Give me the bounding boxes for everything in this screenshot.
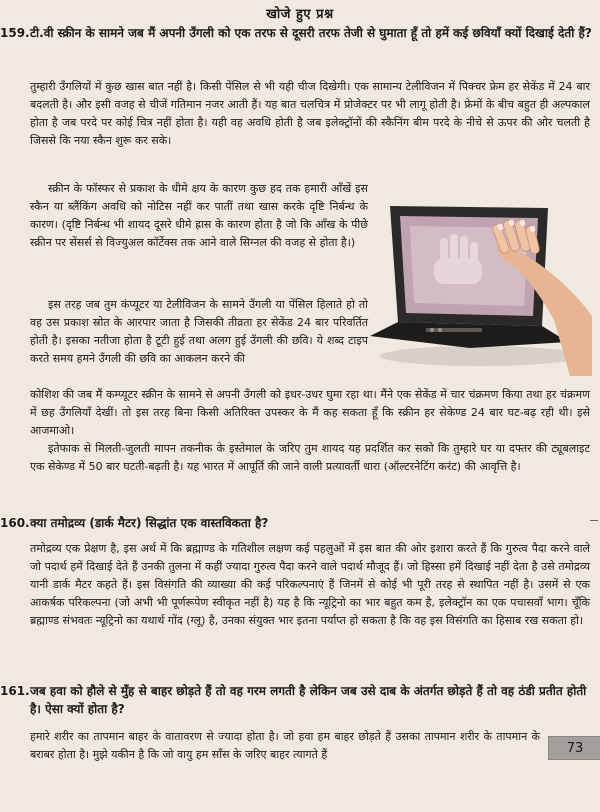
margin-mark	[590, 520, 598, 521]
page-header: खोजे हुए प्रश्न	[266, 7, 334, 22]
paragraph: हमारे शरीर का तापमान बाहर के वातावरण से ज्यादा होता है। जो हवा हम बाहर छोड़ते हैं उसका तापमान शरीर के तापमान के बराबर होता है। मुझे यकीन है कि जो वायु हम साँस के जरिए बाहर त्यागते हैं	[30, 730, 540, 761]
question-text: टी.वी स्क्रीन के सामने जब मैं अपनी उँगली को एक तरफ से दूसरी तरफ तेजी से घुमाता हूँ तो हमें कई छवियाँ क्यों दिखाई देती हैं?	[30, 26, 592, 40]
question-number: 161.	[0, 684, 30, 698]
page-number: 73	[548, 736, 600, 760]
paragraph: कोशिश की जब मैं कम्प्यूटर स्क्रीन के सामने से अपनी उँगली को इधर-उधर घुमा रहा था। मैंने एक सेकेंड में चार चंक्रमण किया तथा हर चंक्रमण में छह उँगलियाँ देखीं। तो इस तरह बिना किसी अतिरिक्त उपस्कर के मैं कह सकता हूँ कि स्क्रीन हर सेकेण्ड 24 बार घट-बढ़ रही थी। इसे आजमाओ।	[30, 388, 590, 437]
paragraph: तुम्हारी उँगलियों में कुछ खास बात नहीं है। किसी पेंसिल से भी यही चीज दिखेगी। एक सामान्य टेलीविजन में पिक्चर फ्रेम हर सेकेंड में 24 बार बदलती है। और इसी वजह से चीजें गतिमान नजर आती हैं। यह बात चलचित्र में प्रोजेक्टर पर भी लागू होती है। फ्रेमों के बीच बहुत ही अल्पकाल होता है जब परदे पर कोई चित्र नहीं होता है। यही वह अवधि होती है जब इलेक्ट्रॉनों की स्कैनिंग बीम परदे के नीचे से ऊपर की ओर चलती है जिससे कि नया स्कैन शुरू कर सके।	[30, 80, 590, 147]
laptop-hand-illustration	[370, 198, 592, 376]
paragraph: स्क्रीन के फॉस्फर से प्रकाश के धीमे क्षय के कारण कुछ हद तक हमारी आँखें इस स्कैन या ब्लैंकिंग अवधि को नोटिस नहीं कर पातीं तथा खास करके दृष्टि निर्बन्ध के कारण। (दृष्टि निर्बन्ध भी शायद दूसरे धीमे ह्रास के कारण होता है जो कि आँख के पीछे स्क्रीन पर सेंसर्स से विज्युअल कॉर्टेक्स तक आने वाले सिग्नल की वजह से होता है।)	[30, 182, 368, 249]
question-number: 159.	[0, 26, 30, 40]
question-text: क्या तमोद्रव्य (डार्क मैटर) सिद्धांत एक वास्तविकता है?	[30, 516, 269, 530]
paragraph: इस तरह जब तुम कंप्यूटर या टेलीविजन के सामने उँगली या पेंसिल हिलाते हो तो वह उस प्रकाश स्रोत के आरपार जाता है जिसकी तीव्रता हर सेकेंड 24 बार परिवर्तित होती है। इसका नतीजा होता है टूटी हुई तथा अलग हुई उँगली की छवि। ये शब्द टाइप करते समय हमने उँगली की छवि का आकलन करने की	[30, 298, 368, 365]
question-text: जब हवा को हौले से मुँह से बाहर छोड़ते हैं तो वह गरम लगती है लेकिन जब उसे दाब के अंतर्गत छोड़ते हैं तो वह ठंडी प्रतीत होती है। ऐसा क्यों होता है?	[30, 684, 587, 716]
paragraph: तमोद्रव्य एक प्रेक्षण है, इस अर्थ में कि ब्रह्माण्ड के गतिशील लक्षण कई पहलुओं में इस बात की ओर इशारा करते हैं कि गुरुत्व पैदा करने वाले जो पदार्थ हमें दिखाई देते हैं उनकी तुलना में कहीं ज्यादा गुरुत्व पैदा करने वाले पदार्थ मौजूद हैं। जो हिस्सा हमें दिखाई नहीं देता है उसे तमोद्रव्य यानी डार्क मैटर कहते हैं। इस विसंगति की व्याख्या की कई परिकल्पनाएं हैं जिनमें से कोई भी पूरी तरह से स्थापित नहीं है। उसमें से एक आकर्षक परिकल्पना (जो अभी भी पूर्णरूपेण स्वीकृत नहीं है) यह है कि न्यूट्रिनो का भार बहुत कम है, इलेक्ट्रॉन का एक पचासवाँ भाग। चूँकि ब्रह्माण्ड संभवतः न्यूट्रिनो का यथार्थ गोंद (ग्लू) है, उनका संयुक्त भार इतना पर्याप्त हो सकता है कि वह इस विसंगति का हिसाब रख सकता हो।	[30, 542, 590, 627]
question-number: 160.	[0, 516, 30, 530]
paragraph: इतेफाक से मिलती-जुलती मापन तकनीक के इस्तेमाल के जरिए तुम शायद यह प्रदर्शित कर सको कि तुम्हारे घर या दफ्तर की ट्यूबलाइट एक सेकेण्ड में 50 बार घटती-बढ़ती है। यह भारत में आपूर्ति की जाने वाली प्रत्यावर्ती धारा (ऑल्टरनेटिंग करंट) की आवृत्ति है।	[30, 442, 590, 473]
